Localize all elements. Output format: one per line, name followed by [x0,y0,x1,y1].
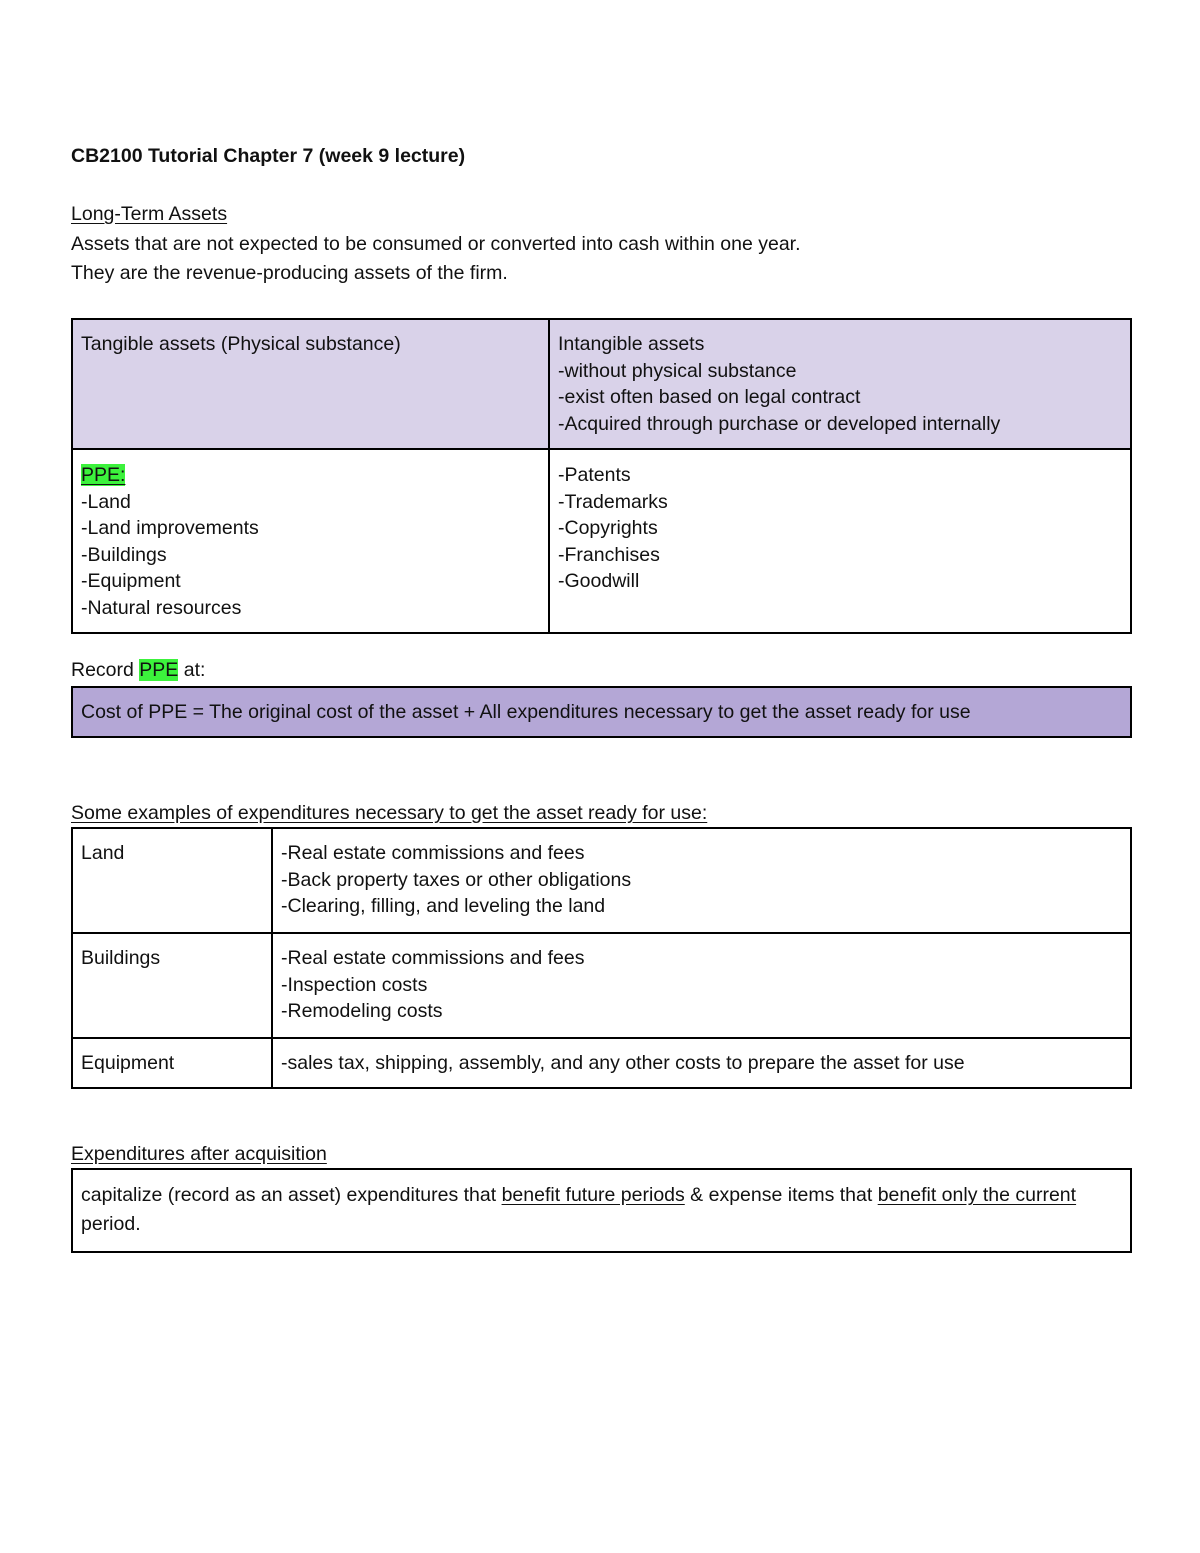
tangible-item: -Land [81,490,131,513]
document-title: CB2100 Tutorial Chapter 7 (week 9 lecture) [71,145,466,167]
expenditure-item: -Inspection costs [281,973,428,996]
intro-section [71,200,1132,289]
long-term-assets-heading: Long-Term Assets [71,203,228,225]
asset-name-cell: Buildings [72,933,272,1038]
expenditure-item: -Real estate commissions and fees [281,842,585,864]
examples-heading: Some examples of expenditures necessary to get the asset ready for use: [71,802,708,824]
asset-name-cell: Equipment [72,1038,272,1088]
after-acquisition-heading: Expenditures after acquisition [71,1143,327,1165]
intangible-header: Intangible assets [558,333,705,355]
tangible-item: -Buildings [81,543,167,566]
expenditures-cell [272,1038,1131,1088]
benefit-only-current: benefit only the current [877,1184,1077,1206]
expenditure-item: -Remodeling costs [281,1000,443,1022]
intangible-item: -Goodwill [558,570,640,592]
expenditures-cell [272,933,1131,1038]
expenditure-item: -sales tax, shipping, assembly, and any other costs to prepare the asset for use [281,1052,965,1074]
expenditure-item: -Real estate commissions and fees [281,947,585,969]
after-acquisition-text: capitalize (record as an asset) expenditures that benefit future periods & expense items that benefit only the current period. [72,1169,1131,1252]
expenditures-table [71,827,1132,1089]
intangible-item: -Franchises [558,543,660,566]
benefit-future-periods: benefit future periods [501,1184,685,1206]
table-row [72,1038,1131,1088]
ppe-label: PPE: [81,464,126,486]
intangible-header-cell [549,319,1131,449]
tangible-item: -Equipment [81,570,181,592]
tangible-item: -Land improvements [81,517,259,539]
record-prefix: Record [71,659,140,681]
table-row [72,828,1131,933]
intangible-item: -Trademarks [558,490,668,513]
tangible-item: -Natural resources [81,596,242,619]
intro-line: Assets that are not expected to be consumed or converted into cash within one year. [71,232,801,255]
intangible-header-line: -Acquired through purchase or developed internally [558,412,1001,435]
assets-table [71,318,1132,634]
intro-line: They are the revenue-producing assets of the firm. [71,262,508,284]
intangible-item: -Copyrights [558,517,658,539]
table-row [72,933,1131,1038]
intangible-header-line: -without physical substance [558,359,797,382]
tangible-items-cell [72,449,549,633]
cost-formula-box [71,686,1132,738]
intangible-items-cell [549,449,1131,633]
expenditure-item: -Clearing, filling, and leveling the land [281,895,606,917]
tangible-header-cell [72,319,549,449]
cost-formula: Cost of PPE = The original cost of the asset + All expenditures necessary to get the asset ready for use [72,687,1131,737]
expenditures-cell [272,828,1131,933]
expenditure-item: -Back property taxes or other obligations [281,868,632,891]
record-ppe-line [71,657,1132,683]
record-ppe-highlight: PPE [139,659,179,681]
intangible-item: -Patents [558,464,631,486]
record-suffix: at: [178,659,206,681]
after-acquisition-box [71,1168,1132,1253]
intangible-header-line: -exist often based on legal contract [558,386,861,408]
asset-name-cell: Land [72,828,272,933]
tangible-header: Tangible assets (Physical substance) [81,333,401,355]
